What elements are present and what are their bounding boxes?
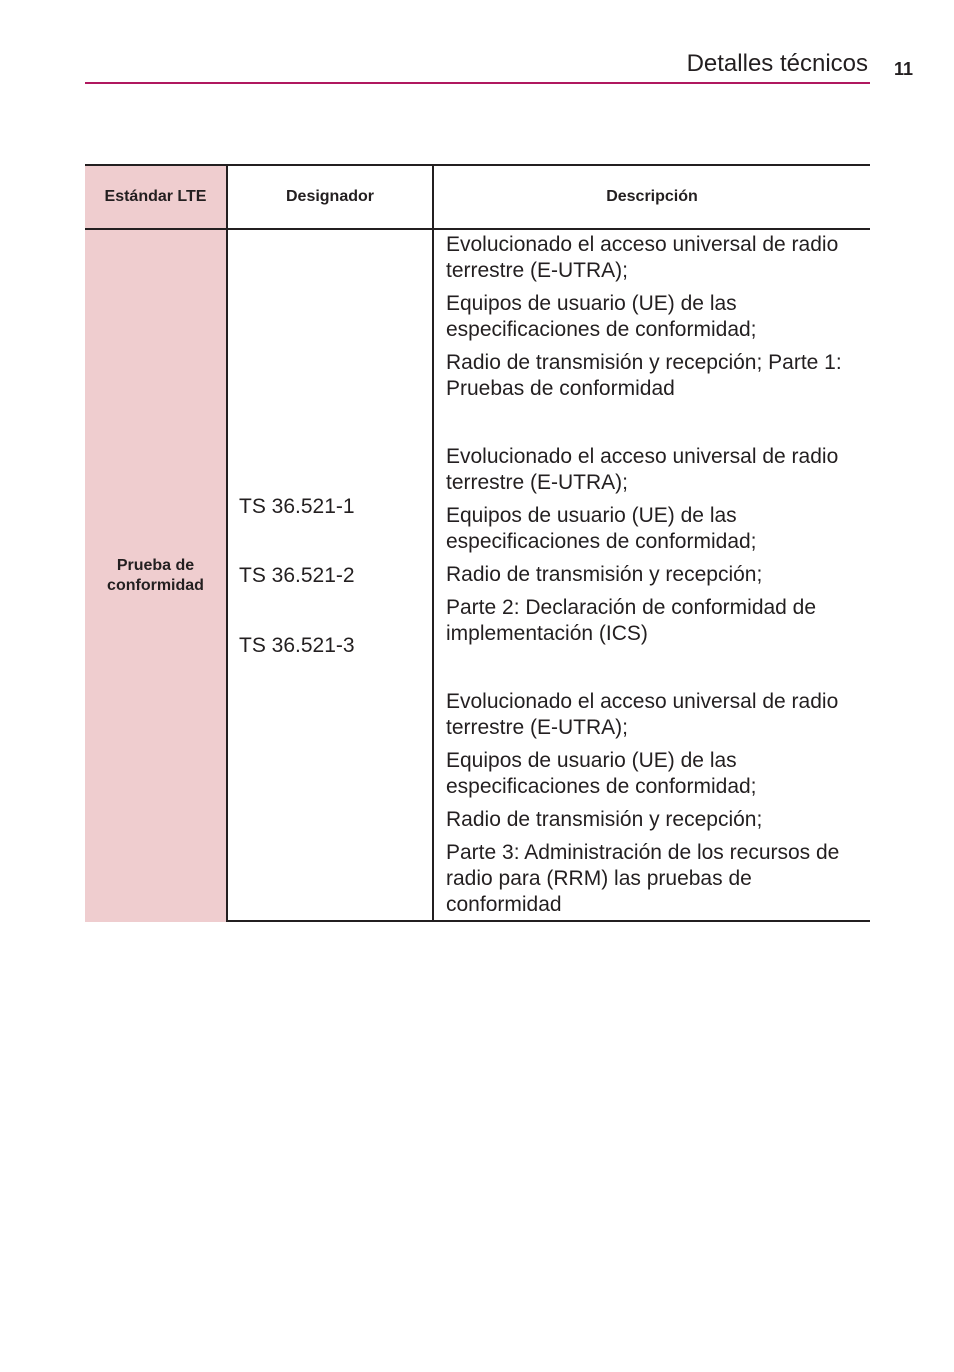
table-row	[85, 230, 870, 922]
description-paragraph: Radio de transmisión y recepción;	[446, 808, 763, 831]
header-designator: Designador	[226, 166, 432, 228]
header-standard: Estándar LTE	[85, 166, 226, 228]
description-paragraph: Equipos de usuario (UE) de las especificaciones de conformidad;	[446, 749, 757, 798]
description-paragraph: Radio de transmisión y recepción; Parte 1: Pruebas de conformidad	[446, 351, 842, 400]
designator-cell	[226, 230, 432, 922]
description-cell	[432, 230, 870, 922]
designator-ts-36-521-1: TS 36.521-1	[239, 495, 355, 518]
section-title: Detalles técnicos	[686, 50, 868, 77]
description-paragraph: Parte 2: Declaración de conformidad de implementación (ICS)	[446, 596, 817, 645]
standard-label: Prueba de conformidad	[107, 557, 204, 594]
description-paragraph: Evolucionado el acceso universal de radio terrestre (E-UTRA);	[446, 445, 839, 494]
description-paragraph: Evolucionado el acceso universal de radio terrestre (E-UTRA);	[446, 233, 839, 282]
description-block-part-3	[446, 689, 870, 925]
page-number: 11	[894, 59, 914, 79]
description-block-part-1	[446, 232, 870, 409]
lte-spec-table	[85, 164, 870, 922]
designator-ts-36-521-2: TS 36.521-2	[239, 564, 355, 587]
description-block-part-2	[446, 444, 870, 654]
description-paragraph: Radio de transmisión y recepción;	[446, 563, 763, 586]
table-header-row	[85, 166, 870, 230]
description-paragraph: Evolucionado el acceso universal de radio terrestre (E-UTRA);	[446, 690, 839, 739]
description-paragraph: Equipos de usuario (UE) de las especificaciones de conformidad;	[446, 504, 757, 553]
description-paragraph: Equipos de usuario (UE) de las especificaciones de conformidad;	[446, 292, 757, 341]
page-header	[85, 48, 870, 84]
standard-cell	[85, 230, 226, 922]
designator-ts-36-521-3: TS 36.521-3	[239, 634, 355, 657]
header-description: Descripción	[432, 166, 870, 228]
description-paragraph: Parte 3: Administración de los recursos de radio para (RRM) las pruebas de conformidad	[446, 841, 840, 916]
